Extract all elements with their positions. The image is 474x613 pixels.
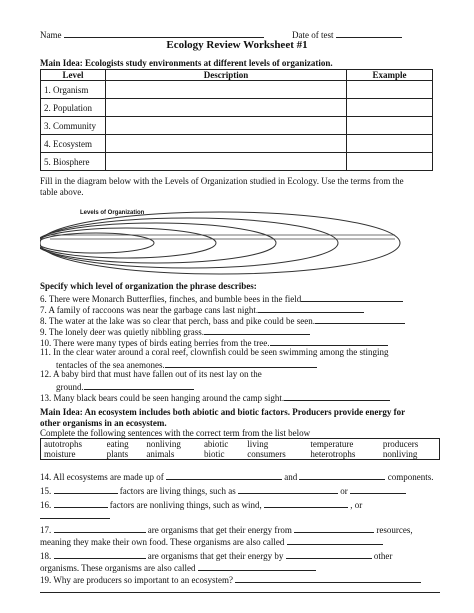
list-item: 6. There were Monarch Butterflies, finches, and bumble bees in the field	[40, 292, 403, 305]
terms-instructions: Complete the following sentences with the correct term from the list below	[40, 428, 311, 438]
answer-blank[interactable]	[301, 292, 403, 302]
term: heterotrophs	[310, 449, 356, 459]
answer-blank[interactable]	[204, 325, 310, 335]
term: temperature	[310, 439, 354, 449]
levels-diagram	[40, 198, 440, 280]
table-row	[41, 117, 433, 135]
answer-blank[interactable]	[286, 549, 372, 559]
date-label: Date of test	[292, 30, 334, 40]
levels-table	[40, 69, 433, 171]
question-18-cont: organisms. These organisms are also called	[40, 561, 316, 574]
answer-blank[interactable]	[315, 314, 405, 324]
name-blank[interactable]	[64, 28, 264, 38]
answer-blank[interactable]	[235, 573, 421, 583]
example-cell[interactable]	[347, 117, 433, 135]
answer-blank[interactable]	[40, 509, 110, 519]
level-cell: 2. Population	[41, 99, 106, 117]
table-row	[41, 99, 433, 117]
term: living	[247, 439, 269, 449]
answer-blank[interactable]	[284, 391, 390, 401]
ellipse-organism[interactable]	[40, 233, 154, 253]
main-idea-2-line1: Main Idea: An ecosystem includes both abiotic and biotic factors. Producers provide energy for	[40, 407, 406, 417]
page-title: Ecology Review Worksheet #1	[166, 39, 308, 51]
col-level: Level	[41, 70, 106, 81]
term: abiotic	[203, 439, 229, 449]
term: eating	[106, 439, 129, 449]
term: nonliving	[146, 439, 181, 449]
question-16-cont	[40, 509, 110, 522]
term: consumers	[247, 449, 286, 459]
answer-blank[interactable]	[238, 484, 338, 494]
list-item-cont: tentacles of the sea anemones.	[56, 358, 317, 371]
col-description: Description	[106, 70, 347, 81]
answer-blank[interactable]	[54, 498, 108, 508]
answer-line-19[interactable]	[40, 592, 440, 593]
term: biotic	[203, 449, 225, 459]
answer-blank[interactable]	[264, 498, 348, 508]
description-cell[interactable]	[106, 99, 347, 117]
question-16: 16. factors are nonliving things, such as wind, , or	[40, 500, 363, 510]
term: autotrophs	[44, 439, 82, 449]
ellipse-ecosystem[interactable]	[40, 218, 338, 268]
answer-blank[interactable]	[198, 561, 316, 571]
question-18: 18. are organisms that get their energy by other	[40, 551, 393, 561]
term: producers	[382, 439, 419, 449]
term: moisture	[44, 449, 76, 459]
term: nonliving	[382, 449, 418, 459]
level-cell: 5. Biosphere	[41, 153, 106, 171]
diagram-instructions-2: table above.	[40, 187, 84, 197]
description-cell[interactable]	[106, 117, 347, 135]
answer-blank[interactable]	[54, 484, 118, 494]
level-cell: 4. Ecosystem	[41, 135, 106, 153]
question-19: 19. Why are producers so important to an ecosystem?	[40, 573, 421, 586]
question-15: 15. factors are living things, such as or	[40, 484, 406, 497]
name-label: Name	[40, 30, 62, 40]
list-item: 7. A family of raccoons was near the garbage cans last night.	[40, 303, 364, 316]
table-row	[41, 135, 433, 153]
section2-heading: Specify which level of organization the phrase describes:	[40, 281, 257, 291]
example-cell[interactable]	[347, 135, 433, 153]
ellipse-population[interactable]	[40, 228, 216, 258]
diagram-label: Levels of Organization	[80, 210, 145, 216]
answer-blank[interactable]	[294, 523, 374, 533]
description-cell[interactable]	[106, 135, 347, 153]
list-item: 11. In the clear water around a coral reef, clownfish could be seen swimming among the stinging	[40, 347, 389, 357]
answer-blank[interactable]	[258, 303, 364, 313]
list-item: 10. There were many types of birds eating berries from the tree.	[40, 336, 388, 349]
list-item: 9. The lonely deer was quietly nibbling grass.	[40, 325, 310, 338]
level-cell: 1. Organism	[41, 81, 106, 99]
description-cell[interactable]	[106, 153, 347, 171]
col-example: Example	[347, 70, 433, 81]
table-row	[41, 81, 433, 99]
answer-blank[interactable]	[166, 470, 282, 480]
word-bank-row	[41, 439, 440, 450]
answer-blank[interactable]	[350, 484, 406, 494]
main-idea-2-line2: other organisms in an ecosystem.	[40, 418, 167, 428]
description-cell[interactable]	[106, 81, 347, 99]
term: animals	[146, 449, 175, 459]
answer-blank[interactable]	[54, 549, 146, 559]
example-cell[interactable]	[347, 153, 433, 171]
list-item: 12. A baby bird that must have fallen out of its nest lay on the	[40, 369, 262, 379]
answer-blank[interactable]	[270, 336, 388, 346]
ellipse-biosphere[interactable]	[40, 212, 400, 274]
answer-blank[interactable]	[54, 523, 146, 533]
list-item: 13. Many black bears could be seen hanging around the camp sight.	[40, 391, 390, 404]
answer-blank[interactable]	[84, 380, 194, 390]
question-17: 17. are organisms that get their energy from resources,	[40, 525, 413, 535]
word-bank-row	[41, 449, 440, 460]
list-item-cont: ground.	[56, 380, 194, 393]
date-blank[interactable]	[336, 28, 402, 38]
level-cell: 3. Community	[41, 117, 106, 135]
levels-table-header	[41, 70, 433, 81]
question-14: 14. All ecosystems are made up of and components.	[40, 472, 434, 482]
answer-blank[interactable]	[165, 358, 317, 368]
term: plants	[106, 449, 129, 459]
list-item: 8. The water at the lake was so clear that perch, bass and pike could be seen.	[40, 314, 405, 327]
table-row	[41, 153, 433, 171]
diagram-instructions-1: Fill in the diagram below with the Levels of Organization studied in Ecology. Use the terms from the	[40, 176, 404, 186]
word-bank	[40, 438, 440, 460]
question-17-cont: meaning they make their own food. These organisms are also called	[40, 535, 383, 548]
main-idea-1: Main Idea: Ecologists study environments at different levels of organization.	[40, 58, 333, 68]
example-cell[interactable]	[347, 99, 433, 117]
answer-blank[interactable]	[287, 535, 383, 545]
answer-blank[interactable]	[299, 470, 385, 480]
example-cell[interactable]	[347, 81, 433, 99]
